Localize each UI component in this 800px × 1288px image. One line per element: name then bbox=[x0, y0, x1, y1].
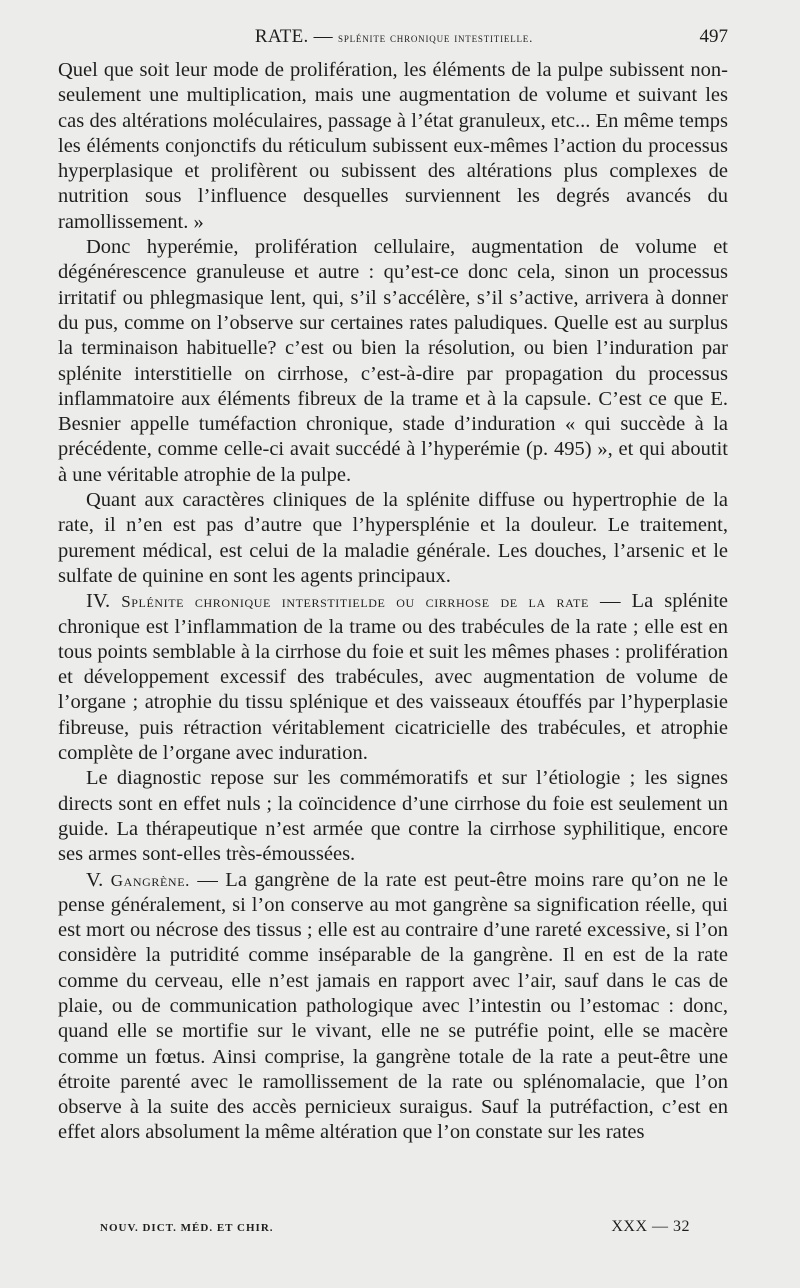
section-iv-text: — La splénite chronique est l’inflammation de la trame ou des trabécules de la rate ; elle est en tous points semblable à la cirrhose du foie et suit les mêmes phases : prolifération et développement excessif des trabécules, avec augmentation de volume de l’organe ; atrophie du tissu splénique et des vaisseaux étouffés par l’hyperplasie fibreuse, puis rétraction véritablement cicatricielle des trabécules, et atrophie complète de l’organe avec induration. bbox=[58, 590, 729, 765]
body-text bbox=[58, 58, 728, 1146]
running-title bbox=[60, 26, 728, 48]
section-iv-number: IV. bbox=[86, 590, 111, 613]
page-footer bbox=[100, 1218, 690, 1242]
page-number: 497 bbox=[699, 26, 728, 47]
paragraph-caracteres-cliniques: Quant aux caractères cliniques de la splénite diffuse ou hypertrophie de la rate, il n’en est pas d’autre que l’hypersplénie et la douleur. Le traitement, purement médical, est celui de la maladie générale. Les douches, l’arsenic et le sulfate de quinine en sont les agents principaux. bbox=[58, 489, 728, 587]
running-header bbox=[60, 26, 728, 56]
footer-signature-mark: XXX — 32 bbox=[611, 1218, 690, 1235]
running-title-sub: splénite chronique intestitielle. bbox=[338, 30, 534, 45]
section-iv-paragraph bbox=[58, 589, 728, 766]
footer-signature-title: NOUV. DICT. MÉD. ET CHIR. bbox=[100, 1222, 274, 1234]
paragraph-diagnostic: Le diagnostic repose sur les commémoratifs et sur l’étiologie ; les signes directs sont en effet nuls ; la coïncidence d’une cirrhose du foie est seulement un guide. La thérapeutique n’est armée que contre la cirrhose syphilitique, encore ses armes sont-elles très-émoussées. bbox=[58, 767, 728, 866]
section-v-text: — La gangrène de la rate est peut-être moins rare qu’on ne le pense généralement, si l’on conserve au mot gangrène sa signification réelle, qui est mort ou nécrose des tissus ; elle est au contraire d’une rareté excessive, si l’on considère la putridité comme inséparable de la gangrène. Il en est de la rate comme du cerveau, elle n’est jamais en rapport avec l’air, sauf dans le cas de plaie, ou de communication pathologique avec l’intestin ou l’estomac : donc, quand elle se mortifie sur le vivant, elle ne se putréfie point, elle se macère comme un fœtus. Ainsi comprise, la gangrène totale de la rate a peut-être une étroite parenté avec le ramollissement de la rate ou splénomalacie, que l’on observe à la suite des accès pernicieux suraigus. Sauf la putréfaction, c’est en effet alors absolument la même altération que l’on constate sur les rates bbox=[58, 868, 728, 1144]
section-v-paragraph bbox=[58, 868, 728, 1146]
paragraph-continued: Quel que soit leur mode de prolifération, les éléments de la pulpe subissent non-seulement une multiplication, mais une augmentation de volume et suivant les cas des altérations moléculaires, passage à l’état granuleux, etc... En même temps les éléments conjonctifs du réticulum subissent eux-mêmes l’action du processus hyperplasique et prolifèrent ou subissent des altérations plus complexes de nutrition sous l’influence desquelles surviennent les degrés avancés du ramollissement. » bbox=[58, 59, 728, 233]
paragraph-hyperemie: Donc hyperémie, prolifération cellulaire, augmentation de volume et dégénérescence granuleuse et autre : qu’est-ce donc cela, sinon un processus irritatif ou phlegmasique lent, qui, s’il s’accélère, s’il s’active, arrivera à donner du pus, comme on l’observe sur certaines rates paludiques. Quelle est au surplus la terminaison habituelle? c’est ou bien la résolution, ou bien l’induration par splénite interstitielle on cirrhose, c’est-à-dire par propagation du processus inflammatoire aux éléments fibreux de la trame et à la capsule. C’est ce que E. Besnier appelle tuméfaction chronique, stade d’induration « qui succède à la précédente, comme celle-ci avait succédé à l’hyperémie (p. 495) », et qui aboutit à une véritable atrophie de la pulpe. bbox=[58, 236, 728, 486]
running-title-main: RATE. — bbox=[254, 26, 333, 47]
section-v-number: V. bbox=[86, 868, 104, 891]
section-v-heading: Gangrène. bbox=[110, 870, 190, 890]
section-iv-heading: Splénite chronique interstitielde ou cirrhose de la rate bbox=[121, 592, 589, 612]
